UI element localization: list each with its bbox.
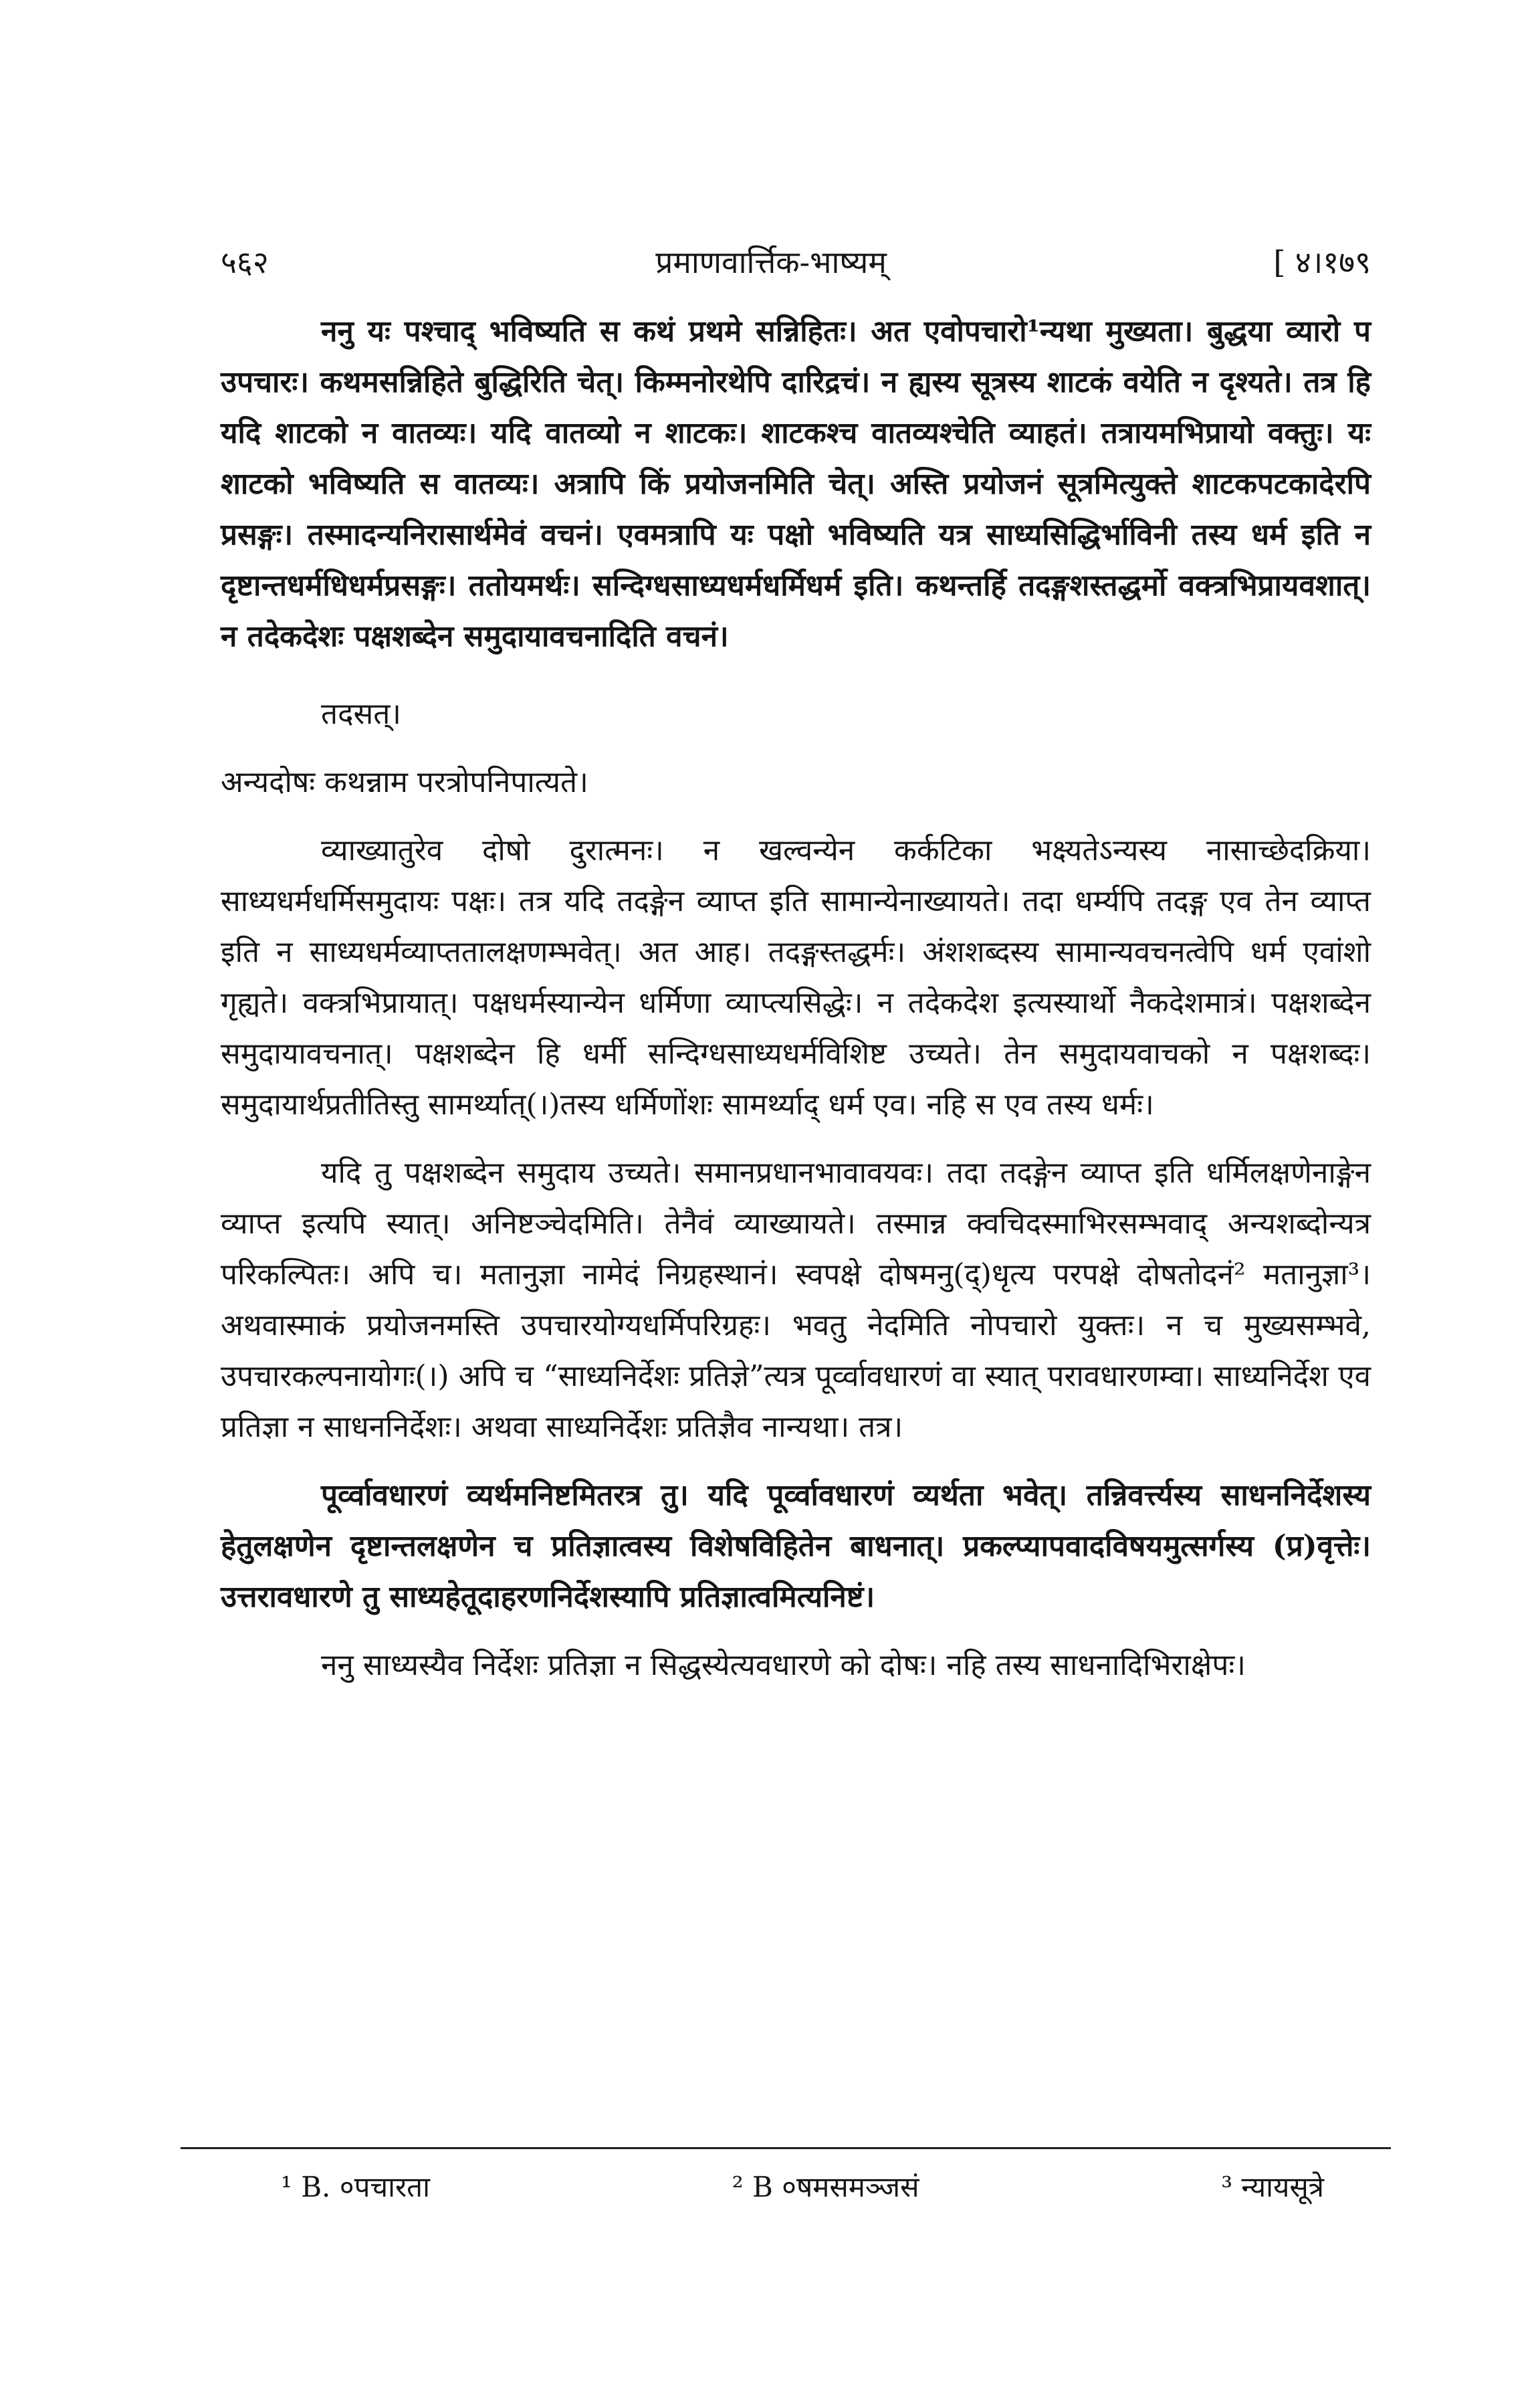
paragraph-6: पूर्व्वावधारणं व्यर्थमनिष्टमितरत्र तु। यदि पूर्व्वावधारणं व्यर्थता भवेत्। तन्निवर्त्त्यस्य साधननिर्देशस्य हेतुलक्षणेन दृष्टान्तलक्षणेन च प्रतिज्ञात्वस्य विशेषविहितेन बाधनात्। प्रकल्प्यापवादविषयमुत्सर्गस्य (प्र)वृत्तेः। उत्तरावधारणे तु साध्यहेतूदाहरणनिर्देशस्यापि प्रतिज्ञात्वमित्यनिष्टं।: [221, 1478, 1371, 1614]
footnote-1: ¹ B. ०पचारता: [281, 2171, 430, 2203]
running-title: प्रमाणवार्त्तिक-भाष्यम्: [655, 244, 887, 280]
paragraph-3: अन्यदोषः कथन्नाम परत्रोपनिपात्यते।: [221, 765, 588, 799]
footnote-3: ³ न्यायसूत्रे: [1221, 2171, 1324, 2203]
page-header: [221, 241, 1371, 282]
paragraph-5: यदि तु पक्षशब्देन समुदाय उच्यते। समानप्रधानभावावयवः। तदा तदङ्गेन व्याप्त इति धर्मिलक्षणेनाङ्गेन व्याप्त इत्यपि स्यात्। अनिष्टञ्चेदमिति। तेनैवं व्याख्यायते। तस्मान्न क्वचिदस्माभिरसम्भवाद् अन्यशब्दोन्यत्र परिकल्पितः। अपि च। मतानुज्ञा नामेदं निग्रहस्थानं। स्वपक्षे दोषमनु(द्)धृत्य परपक्षे दोषतोदनं² मतानुज्ञा³। अथवास्माकं प्रयोजनमस्ति उपचारयोग्यधर्मिपरिग्रहः। भवतु नेदमिति नोपचारो युक्तः। न च मुख्यसम्भवे, उपचारकल्पनायोगः(।) अपि च “साध्यनिर्देशः प्रतिज्ञे”त्यत्र पूर्व्वावधारणं वा स्यात् परावधारणम्वा। साध्यनिर्देश एव प्रतिज्ञा न साधननिर्देशः। अथवा साध्यनिर्देशः प्रतिज्ञैव नान्यथा। तत्र।: [221, 1156, 1371, 1444]
paragraph-2: तदसत्।: [321, 697, 401, 731]
paragraph-7: ननु साध्यस्यैव निर्देशः प्रतिज्ञा न सिद्धस्येत्यवधारणे को दोषः। नहि तस्य साधनादिभिराक्षेपः।: [321, 1648, 1246, 1682]
paragraph-1: ननु यः पश्चाद् भविष्यति स कथं प्रथमे सन्निहितः। अत एवोपचारो¹न्यथा मुख्यता। बुद्धया व्यारो प उपचारः। कथमसन्निहिते बुद्धिरिति चेत्। किम्मनोरथेपि दारिद्रचं। न ह्यस्य सूत्रस्य शाटकं वयेति न दृश्यते। तत्र हि यदि शाटको न वातव्यः। यदि वातव्यो न शाटकः। शाटकश्च वातव्यश्चेति व्याहतं। तत्रायमभिप्रायो वक्तुः। यः शाटको भविष्यति स वातव्यः। अत्रापि किं प्रयोजनमिति चेत्। अस्ति प्रयोजनं सूत्रमित्युक्ते शाटकपटकादेरपि प्रसङ्गः। तस्मादन्यनिरासार्थमेवं वचनं। एवमत्रापि यः पक्षो भविष्यति यत्र साध्यसिद्धिर्भाविनी तस्य धर्म इति न दृष्टान्तधर्मधिधर्मप्रसङ्गः। ततोयमर्थः। सन्दिग्धसाध्यधर्मधर्मिधर्म इति। कथन्तर्हि तदङ्गशस्तद्धर्मो वक्त्रभिप्रायवशात्। न तदेकदेशः पक्षशब्देन समुदायावचनादिति वचनं।: [221, 314, 1371, 654]
page-number: ५६२: [221, 244, 269, 280]
paragraph-4: व्याख्यातुरेव दोषो दुरात्मनः। न खल्वन्येन कर्कटिका भक्ष्यतेऽन्यस्य नासाच्छेदक्रिया। साध्यधर्मधर्मिसमुदायः पक्षः। तत्र यदि तदङ्गेन व्याप्त इति सामान्येनाख्यायते। तदा धर्म्यपि तदङ्ग एव तेन व्याप्त इति न साध्यधर्मव्याप्ततालक्षणम्भवेत्। अत आह। तदङ्गस्तद्धर्मः। अंशशब्दस्य सामान्यवचनत्वेपि धर्म एवांशो गृह्यते। वक्त्रभिप्रायात्। पक्षधर्मस्यान्येन धर्मिणा व्याप्त्यसिद्धेः। न तदेकदेश इत्यस्यार्थो नैकदेशमात्रं। पक्षशब्देन समुदायावचनात्। पक्षशब्देन हि धर्मी सन्दिग्धसाध्यधर्मविशिष्ट उच्यते। तेन समुदायवाचको न पक्षशब्दः। समुदायार्थप्रतीतिस्तु सामर्थ्यात्(।)तस्य धर्मिणोंशः सामर्थ्याद् धर्म एव। नहि स एव तस्य धर्मः।: [221, 833, 1371, 1122]
footnotes: [281, 2167, 1324, 2205]
footnote-divider: [181, 2147, 1391, 2149]
footnote-2: ² B ०षमसमञ्जसं: [732, 2171, 919, 2203]
section-reference: [ ४।१७९: [1273, 244, 1371, 280]
